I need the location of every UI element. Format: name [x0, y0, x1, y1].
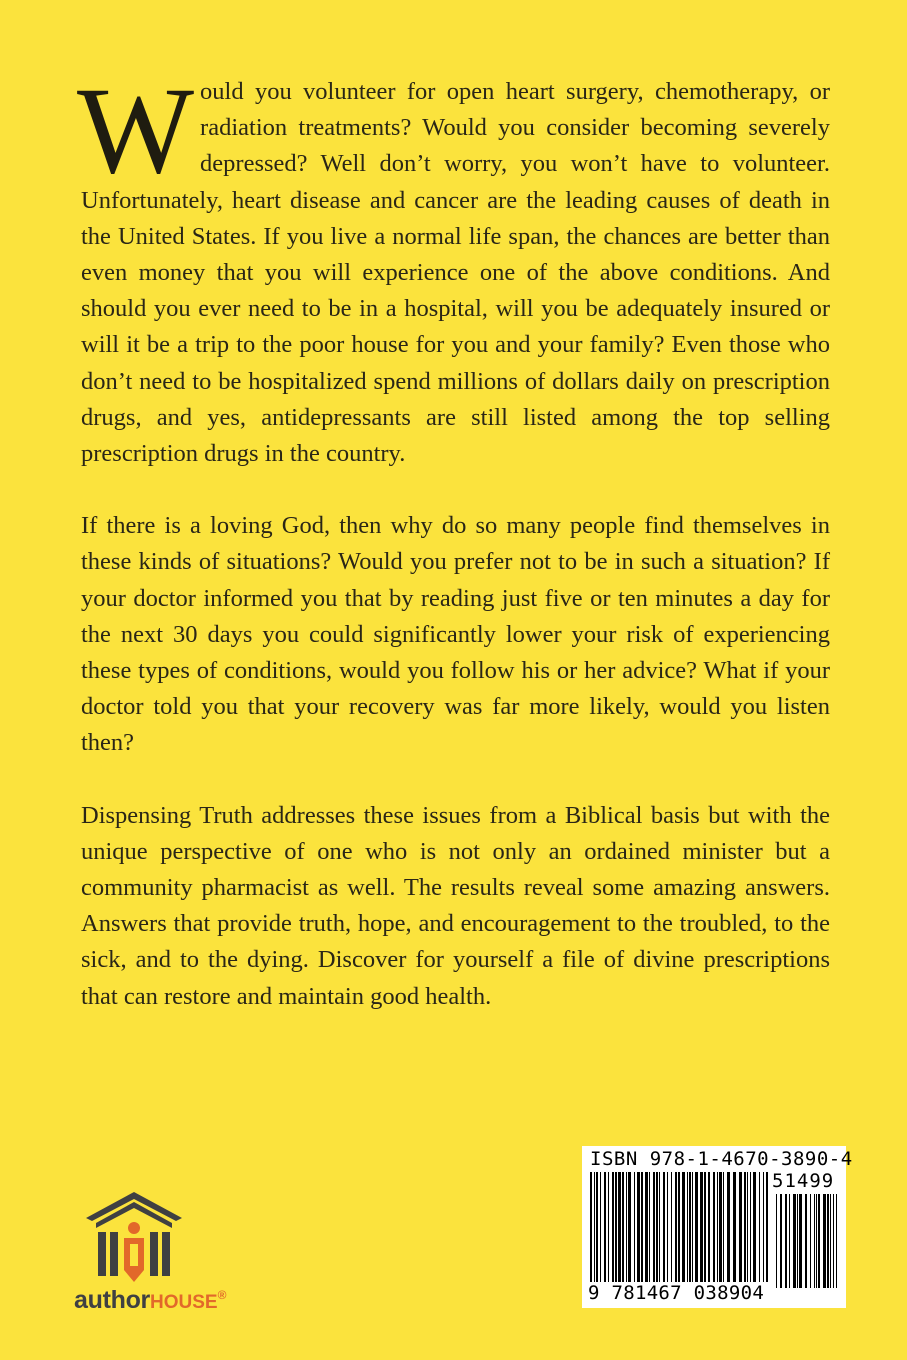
- barcode-bar: [713, 1172, 715, 1282]
- isbn-label: ISBN 978-1-4670-3890-4: [590, 1148, 853, 1170]
- barcode-bar: [622, 1172, 624, 1282]
- barcode-addon-bar: [797, 1194, 798, 1288]
- barcode-bar: [759, 1172, 760, 1282]
- barcode-bar: [615, 1172, 617, 1282]
- barcode-bar: [600, 1172, 601, 1282]
- barcode-bar: [747, 1172, 748, 1282]
- barcode-bar: [692, 1172, 693, 1282]
- barcode-addon-bar: [780, 1194, 782, 1288]
- barcode-addon-bar: [823, 1194, 826, 1288]
- barcode-bar: [641, 1172, 643, 1282]
- barcode-bar: [753, 1172, 756, 1282]
- barcode-bar: [590, 1172, 592, 1282]
- barcode-addon-bar: [830, 1194, 831, 1288]
- barcode-bar: [708, 1172, 710, 1282]
- barcode-bar: [596, 1172, 598, 1282]
- logo-word-author: author: [74, 1286, 150, 1314]
- barcode-bar: [671, 1172, 672, 1282]
- authorhouse-logo: [74, 1190, 244, 1320]
- barcode-bar: [678, 1172, 680, 1282]
- barcode-addon-bar: [836, 1194, 837, 1288]
- barcode-bar: [608, 1172, 609, 1282]
- barcode-bar: [634, 1172, 635, 1282]
- house-icon: [84, 1190, 184, 1285]
- paragraph-2: If there is a loving God, then why do so many people find themselves in these kinds of situations? Would you prefer not to be in such a situation? If your doctor informed you that by reading just five or ten minutes a day for the next 30 days you could significantly lower your risk of experiencing these types of conditions, would you follow his or her advice? What if your doctor told you that your recovery was far more likely, would you listen then?: [81, 512, 830, 757]
- drop-cap: W: [77, 62, 195, 199]
- barcode-bar: [637, 1172, 640, 1282]
- barcode-addon-bar: [789, 1194, 790, 1288]
- barcode-bar: [687, 1172, 688, 1282]
- logo-word-house: HOUSE: [149, 1292, 218, 1313]
- barcode-bar: [750, 1172, 751, 1282]
- barcode-addon-bar: [776, 1194, 777, 1288]
- isbn-barcode: [582, 1146, 853, 1308]
- barcode-bar: [727, 1172, 730, 1282]
- barcode-bar: [700, 1172, 703, 1282]
- barcode-addon-bar: [827, 1194, 829, 1288]
- barcode-bar: [604, 1172, 606, 1282]
- barcode-bar: [744, 1172, 746, 1282]
- barcode-bar: [626, 1172, 627, 1282]
- barcode-bar: [675, 1172, 677, 1282]
- price-code: 51499: [772, 1170, 835, 1192]
- barcode-bar: [649, 1172, 650, 1282]
- barcode-bar: [612, 1172, 614, 1282]
- barcode-bar: [723, 1172, 724, 1282]
- barcode-bar: [653, 1172, 655, 1282]
- barcode-bar: [733, 1172, 736, 1282]
- barcode-bar: [667, 1172, 668, 1282]
- barcode-bar: [682, 1172, 685, 1282]
- barcode-bar: [656, 1172, 658, 1282]
- barcode-bar: [689, 1172, 691, 1282]
- back-cover-text: [77, 62, 830, 1051]
- registered-mark: ®: [217, 1288, 227, 1302]
- barcode-digits: 9 781467 038904: [588, 1282, 765, 1304]
- barcode-bar: [628, 1172, 631, 1282]
- barcode-bar: [645, 1172, 648, 1282]
- barcode-bar: [618, 1172, 621, 1282]
- barcode-addon-bar: [810, 1194, 811, 1288]
- barcode-addon-bar: [805, 1194, 807, 1288]
- barcode-addon-bar: [785, 1194, 787, 1288]
- barcode-bar: [663, 1172, 665, 1282]
- barcode-bar: [739, 1172, 742, 1282]
- barcode-addon-bar: [833, 1194, 834, 1288]
- barcode-addon-bar: [818, 1194, 820, 1288]
- barcode-bars: [588, 1172, 842, 1288]
- barcode-bar: [704, 1172, 706, 1282]
- barcode-addon-bar: [814, 1194, 815, 1288]
- barcode-addon-bar: [816, 1194, 817, 1288]
- barcode-bar: [719, 1172, 722, 1282]
- barcode-bar: [695, 1172, 698, 1282]
- barcode-addon-bar: [793, 1194, 796, 1288]
- barcode-bar: [766, 1172, 768, 1282]
- paragraph-3: Dispensing Truth addresses these issues from a Biblical basis but with the unique perspective of one who is not only an ordained minister but a community pharmacist as well. The results reveal some amazing answers. Answers that provide truth, hope, and encouragement to the troubled, to the sick, and to the dying. Discover for yourself a file of divine prescriptions that can restore and maintain good health.: [81, 801, 830, 1010]
- barcode-bar: [763, 1172, 764, 1282]
- barcode-bar: [717, 1172, 718, 1282]
- paragraph-1-text: ould you volunteer for open heart surgery, chemotherapy, or radiation treatments? Would you consider becoming severely depressed? Well don’t worry, you won’t have to volunteer. Unfortunately, heart disease and cancer are the leading causes of death in the United States. If you live a normal life span, the chances are better than even money that you will experience one of the above conditions. And should you ever need to be in a hospital, will you be adequately insured or will it be a trip to the poor house for you and your family? Even those who don’t need to be hospitalized spend millions of dollars daily on prescription drugs, and yes, antidepressants are still listed among the top selling prescription drugs in the country.: [81, 78, 830, 468]
- authorhouse-wordmark: [74, 1286, 226, 1315]
- paragraph-1: [77, 62, 830, 472]
- barcode-addon-bar: [799, 1194, 802, 1288]
- barcode-bar: [594, 1172, 595, 1282]
- barcode-bar: [659, 1172, 660, 1282]
